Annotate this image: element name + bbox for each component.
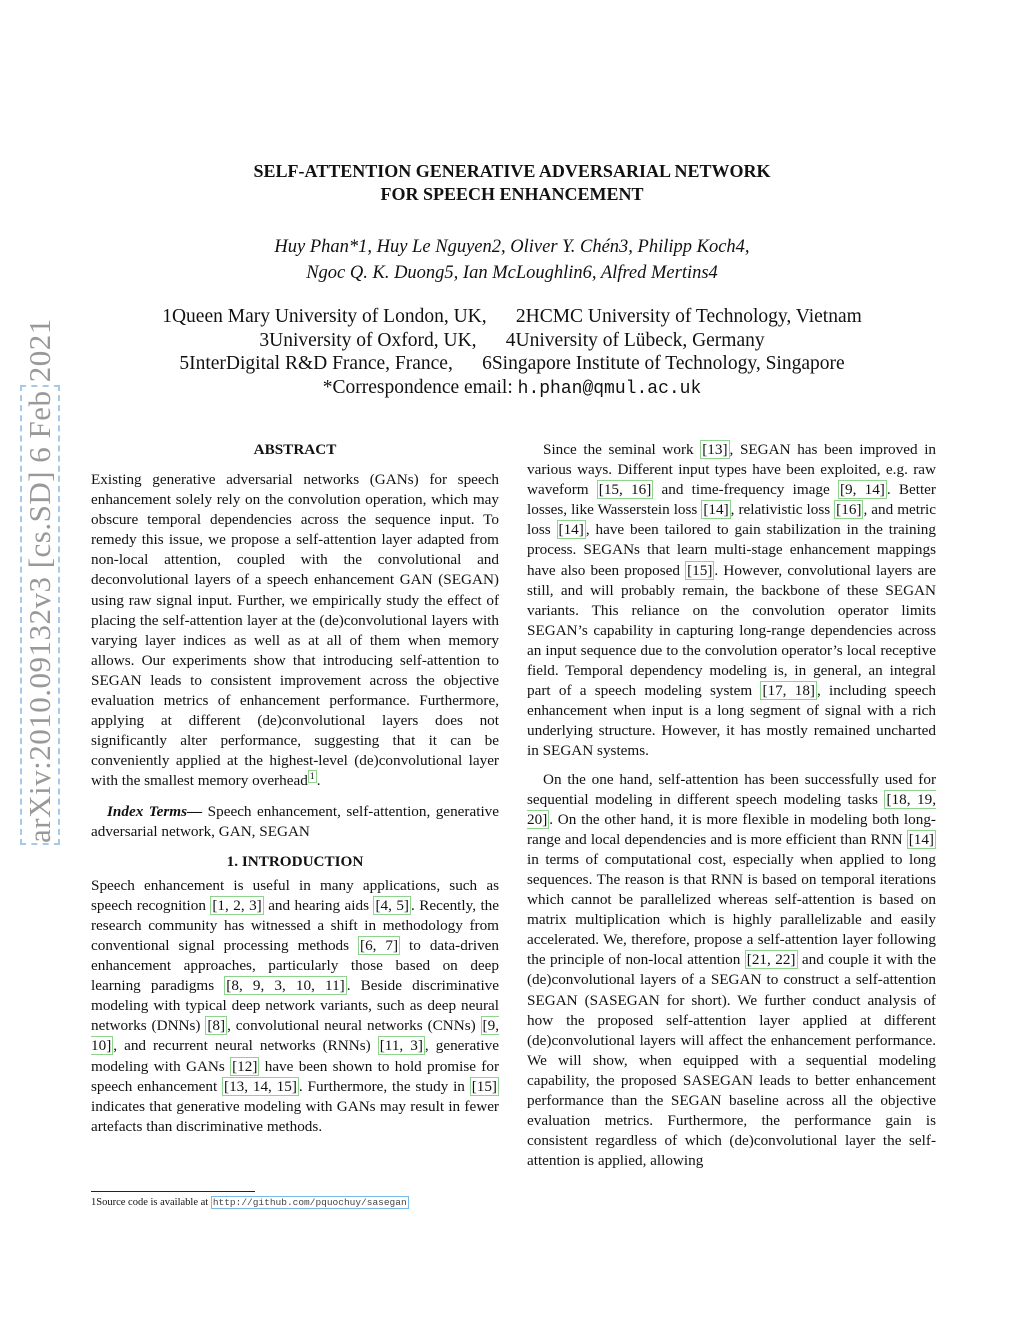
body-text: . On the other hand, it is more flexible in modeling both long-range and local dependencies and is more efficient than RNN: [527, 810, 936, 848]
intro-text: . Furthermore, the study in: [298, 1077, 470, 1095]
intro-text: , and recurrent neural networks (RNNs): [113, 1037, 378, 1055]
footnote-text: 1Source code is available at: [91, 1197, 211, 1208]
citation[interactable]: [14]: [703, 501, 729, 519]
citation[interactable]: [15]: [471, 1077, 497, 1095]
citation[interactable]: [15, 16]: [598, 481, 652, 499]
citation[interactable]: [9, 10]: [91, 1017, 499, 1055]
intro-text: Speech enhancement is useful in many applications, such as speech recognition: [91, 876, 499, 914]
left-column: [91, 440, 499, 1137]
arxiv-watermark: arXiv:2010.09132v3 [cs.SD] 6 Feb 2021: [20, 385, 60, 845]
body-text: . Better losses, like Wasserstein loss: [527, 481, 936, 519]
intro-text: have been shown to hold promise for speech enhancement: [91, 1057, 500, 1095]
authors-line-2: Ngoc Q. K. Duong5, Ian McLoughlin6, Alfred Mertins4: [306, 263, 718, 283]
abstract-body: Existing generative adversarial networks (GANs) for speech enhancement solely rely on the convolution operation, which may obscure temporal dependencies across the sequence input. To remedy this issue, we propose a self-attention layer adapted from non-local attention, coupled with the convolutional and deconvolutional layers of a speech enhancement GAN (SEGAN) using raw signal input. Further, we empirically study the effect of placing the self-attention layer at the (de)convolutional layers with varying layer indices as well as at all of them when memory allows. Our experiments show that introducing self-attention to SEGAN leads to consistent improvement across the objective evaluation metrics of enhancement performance. Furthermore, applying at different (de)convolutional layers does not significantly alter performance, suggesting that it can be conveniently applied at the highest-level (de)convolutional layer with the smallest memory overhead $^1$ .: [91, 471, 499, 790]
right-paragraph-2: [527, 770, 936, 1172]
citation[interactable]: [8]: [207, 1017, 226, 1035]
correspondence-email[interactable]: h.phan@qmul.ac.uk: [517, 378, 702, 399]
intro-text: . Recently, the research community has witnessed a shift in methodology from conventional signal processing methods: [91, 896, 499, 954]
footnote-rule: [91, 1191, 255, 1192]
title-line-2: FOR SPEECH ENHANCEMENT: [380, 184, 644, 204]
right-column: [527, 440, 936, 1171]
index-terms-text: Speech enhancement, self-attention, generative adversarial network, GAN, SEGAN: [91, 802, 499, 840]
citation[interactable]: [16]: [836, 501, 862, 519]
correspondence: [0, 376, 1024, 402]
citation[interactable]: [6, 7]: [360, 936, 399, 954]
title-line-1: SELF-ATTENTION GENERATIVE ADVERSARIAL NETWORK: [253, 161, 771, 181]
body-text: , including speech enhancement when input is a long segment of signal with a rich underlying structure. However, it has mostly remained uncharted in SEGAN systems.: [527, 682, 936, 760]
body-text: , have been tailored to gain stabilization in the training process. SEGANs that learn multi-stage enhancement mappings have also been proposed: [527, 521, 936, 579]
index-terms: [91, 802, 499, 842]
intro-paragraph: [91, 876, 499, 1137]
authors-line-1: Huy Phan*1, Huy Le Nguyen2, Oliver Y. Chén3, Philipp Koch4,: [274, 237, 750, 257]
citation[interactable]: [15]: [687, 561, 713, 579]
citation[interactable]: [18, 19, 20]: [527, 790, 936, 828]
right-paragraph-1: [527, 440, 936, 762]
citation[interactable]: [21, 22]: [746, 951, 796, 969]
footnote: [91, 1196, 501, 1210]
body-text: in terms of computational cost, especially when applied to long sequences. The reason is that RNN is based on temporal iterations which cannot be parallelized whereas self-attention is based on matrix multiplication which is highly parallelizable and easily accelerated. We, therefore, propose a self-attention layer following the principle of non-local attention: [527, 850, 936, 969]
body-text: On the one hand, self-attention has been successfully used for sequential modeling in different speech modeling tasks: [527, 770, 936, 808]
footnote-url-link[interactable]: http://github.com/pquochuy/sasegan: [212, 1197, 407, 1208]
correspondence-label: *Correspondence email:: [322, 376, 513, 398]
citation[interactable]: [8, 9, 3, 10, 11]: [226, 977, 345, 995]
body-text: , relativistic loss: [730, 501, 835, 519]
abstract-text: Existing generative adversarial networks (GANs) for speech enhancement solely rely on the convolution operation, which may obscure temporal dependencies across the sequence input. To remedy this issue, we propose a self-attention layer adapted from non-local attention, coupled with the convolutional and deconvolutional layers of a speech enhancement GAN (SEGAN) using raw signal input. Further, we empirically study the effect of placing the self-attention layer at the (de)convolutional layers with varying layer indices as well as at all of them when memory allows. Our experiments show that introducing self-attention to SEGAN leads to consistent improvement across the objective evaluation metrics of enhancement performance. Furthermore, applying at different (de)convolutional layers does not significantly alter performance, suggesting that it can be conveniently applied at the highest-level (de)convolutional layer with the smallest memory overhead: [91, 471, 499, 790]
body-text: . However, convolutional layers are still, and will probably remain, the backbone of these SEGAN variants. This reliance on the convolution operator limits SEGAN’s capability in capturing long-range dependencies across an input sequence due to the convolution operator’s local receptive field. Temporal dependency modeling is, in general, an integral part of a speech modeling system: [527, 561, 937, 700]
intro-text: to data-driven enhancement approaches, particularly those based on deep learning paradigms: [91, 936, 499, 995]
footnote-mark[interactable]: 1: [309, 771, 315, 783]
intro-heading: 1. INTRODUCTION: [226, 852, 364, 870]
affiliation-line-1: 1Queen Mary University of London, UK, 2HCMC University of Technology, Vietnam: [162, 306, 862, 327]
citation[interactable]: [12]: [232, 1057, 258, 1075]
affiliations: [0, 305, 1024, 401]
intro-text: indicates that generative modeling with GANs may result in fewer artefacts than discriminative methods.: [91, 1097, 499, 1135]
citation[interactable]: [9, 14]: [839, 481, 885, 499]
citation[interactable]: [1, 2, 3]: [212, 896, 262, 914]
intro-text: and hearing aids: [263, 896, 374, 914]
citation[interactable]: [17, 18]: [762, 682, 815, 700]
affiliation-line-2: 3University of Oxford, UK, 4University of Lübeck, Germany: [259, 329, 765, 351]
affiliation-line-3: 5InterDigital R&D France, France, 6Singapore Institute of Technology, Singapore: [179, 353, 845, 374]
intro-text: , convolutional neural networks (CNNs): [227, 1017, 481, 1035]
citation[interactable]: [14]: [558, 521, 584, 539]
body-text: , and metric loss: [527, 501, 936, 539]
citation[interactable]: [14]: [908, 830, 934, 848]
paper-title: [0, 160, 1024, 206]
body-text: and time-frequency image: [653, 481, 838, 499]
citation[interactable]: [13, 14, 15]: [224, 1077, 297, 1095]
citation[interactable]: [13]: [702, 441, 728, 458]
body-text: Since the seminal work: [543, 441, 701, 458]
index-terms-label: Index Terms—: [107, 802, 203, 820]
citation[interactable]: [11, 3]: [379, 1037, 423, 1055]
intro-text: . Beside discriminative modeling with typical deep network variants, such as deep neural networks (DNNs): [91, 977, 499, 1035]
body-text: , SEGAN has been improved in various ways. Different input types have been exploited, e.g. raw waveform: [527, 441, 937, 499]
author-list: [0, 234, 1024, 286]
abstract-heading: ABSTRACT: [253, 441, 337, 458]
body-text: and couple it with the (de)convolutional layers of a SEGAN to construct a self-attention SEGAN (SASEGAN for short). We further conduct analysis of how the proposed self-attention layer applied at different (de)convolutional layers will affect the enhancement performance. We will show, when equipped with a sequential modeling capability, the proposed SASEGAN leads to better enhancement performance than the SEGAN baseline across all the objective evaluation metrics. Furthermore, the performance gain is consistent regardless of which (de)convolutional layer the self-attention is applied, allowing: [527, 951, 937, 1170]
citation[interactable]: [4, 5]: [375, 896, 409, 914]
intro-text: , generative modeling with GANs: [91, 1037, 499, 1075]
